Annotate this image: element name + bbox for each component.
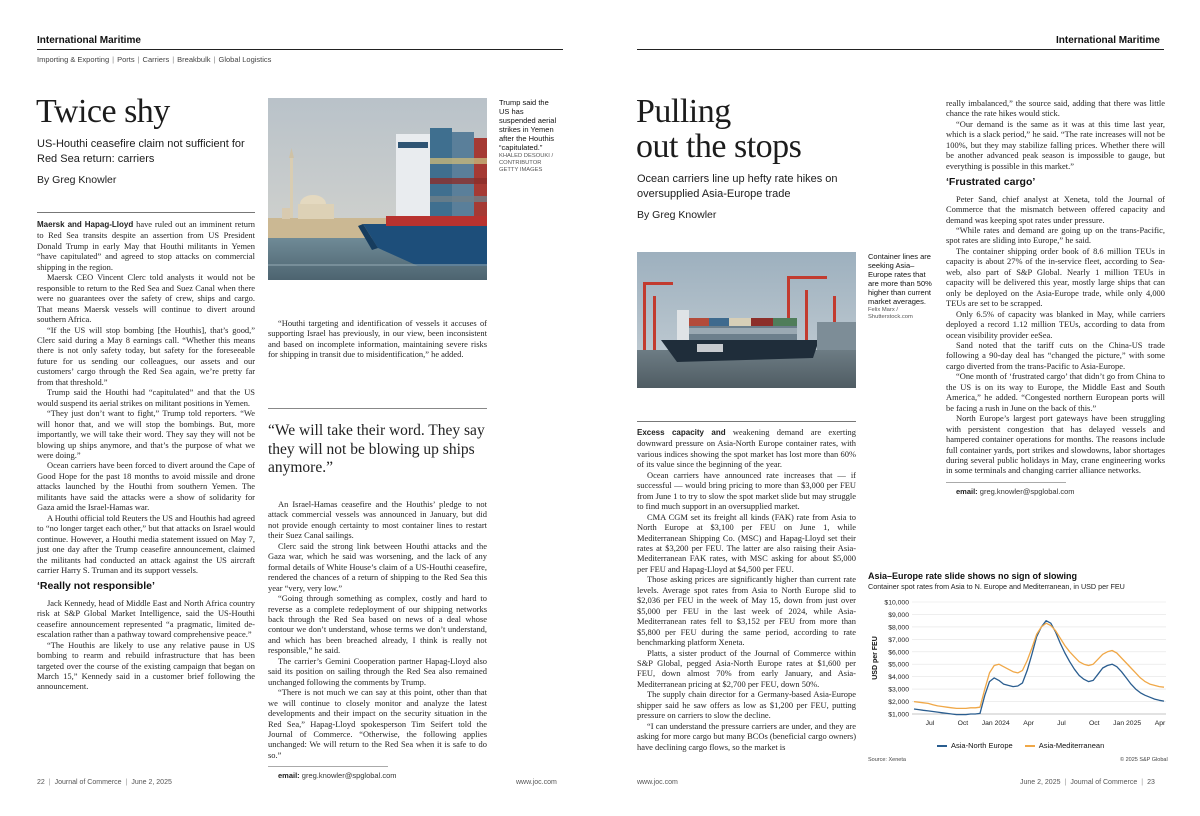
lead-text: have ruled out an imminent return to Red Sea transits despite an assertion from US President Donald Trump in early May that Houthi militants in Yemen “have capitulated” and agreed to stop attacks on commercial shipping in the region. bbox=[37, 219, 256, 272]
rate-line-chart bbox=[868, 594, 1168, 740]
lead-bold: Excess capacity and bbox=[637, 428, 726, 437]
issue-date: June 2, 2025 bbox=[131, 779, 172, 786]
article-deck: US-Houthi ceasefire claim not sufficient for Red Sea return: carriers bbox=[37, 138, 245, 165]
article-headline: Twice shy bbox=[36, 93, 170, 130]
paragraph: Jack Kennedy, head of Middle East and North Africa country risk at S&P Global Market Intelligence, said the US-Houthi ceasefire announcement represented “a pragmatic, limited de-escalation rather than a pathway toward comprehensive peace.” bbox=[37, 597, 255, 640]
nav-importing-exporting[interactable]: Importing & Exporting bbox=[37, 55, 110, 64]
y-tick-label: $4,000 bbox=[888, 674, 909, 682]
nav-breakbulk[interactable]: Breakbulk bbox=[177, 55, 211, 64]
series-line-mediterranean bbox=[914, 623, 1164, 708]
paragraph: Trump said the Houthi had “capitulated” and that the US would suspend its aerial strikes on militant positions in Yemen. bbox=[37, 387, 255, 408]
y-tick-label: $1,000 bbox=[888, 711, 909, 719]
paragraph: Only 6.5% of capacity was blanked in May, while carriers deployed a record 1.12 million TEUs, according to data from ocean visibility provider eeSea. bbox=[946, 308, 1165, 340]
article-column-2 bbox=[268, 499, 487, 782]
nav-carriers[interactable]: Carriers bbox=[142, 55, 170, 64]
email-label: email: bbox=[956, 486, 978, 496]
email-link[interactable]: greg.knowler@spglobal.com bbox=[301, 771, 397, 781]
article-photo bbox=[637, 252, 856, 388]
paragraph: “While rates and demand are going up on the trans-Pacific, spot rates are sliding into Europe,” he said. bbox=[946, 224, 1165, 246]
chart-copyright: © 2025 S&P Global bbox=[1120, 757, 1168, 763]
footer-url[interactable]: www.joc.com bbox=[516, 779, 557, 786]
page-number: 22 bbox=[37, 779, 45, 786]
y-tick-label: $2,000 bbox=[888, 699, 909, 707]
x-tick-label: Jul bbox=[1057, 720, 1066, 727]
pullquote: “We will take their word. They say they will not be blowing up ships anymore.” bbox=[268, 422, 485, 476]
legend-label: Asia-Mediterranean bbox=[1038, 741, 1105, 750]
article-column-1 bbox=[37, 219, 255, 692]
paragraph: An Israel-Hamas ceasefire and the Houthis’ pledge to not attack commercial vessels was announced in January, but did not provide enough certainty to most container lines to restart their Suez Canal sailings. bbox=[268, 499, 487, 541]
paragraph: Peter Sand, chief analyst at Xeneta, told the Journal of Commerce that the mismatch between offered capacity and demand was keeping spot rates under pressure. bbox=[946, 193, 1165, 225]
header-rule bbox=[37, 49, 563, 50]
x-tick-label: Jan 2025 bbox=[1113, 720, 1142, 727]
y-tick-label: $6,000 bbox=[888, 649, 909, 657]
author-email bbox=[946, 487, 1165, 497]
nav-global-logistics[interactable]: Global Logistics bbox=[218, 55, 272, 64]
paragraph: Maersk CEO Vincent Clerc told analysts it would not be responsible to return to the Red Sea and Suez Canal when there were no guarantees over the safety of crew, ships and cargo. That means Maersk vessels will continue to divert around southern Africa. bbox=[37, 272, 255, 325]
paragraph: “If the US will stop bombing [the Houthis], that’s good,” Clerc said during a May 8 earnings call. “Whether this means there is not only safety today, but safety for the foreseeable future for us sending our colleagues, our assets and our customers’ cargo through the Red Sea again, we’re pretty far from that threshold.” bbox=[37, 324, 255, 387]
x-tick-label: Oct bbox=[1088, 720, 1100, 727]
page-footer-right: June 2, 2025 | Journal of Commerce | 23 bbox=[1020, 779, 1155, 786]
paragraph: Clerc said the strong link between Houthi attacks and the Gaza war, which he said was worsening, and the lack of any formal details of White House’s claim of a US-Houthi ceasefire, rendered the chances of a return of shipping to the Red Sea this year “very, very low.” bbox=[268, 540, 487, 593]
headline-line-1: Pulling bbox=[636, 93, 731, 130]
paragraph: “Going through something as complex, costly and hard to reverse as a complete redeployment of our shipping networks back through the Red Sea based on news of a deal whose contour we don’t understand, whose terms we don’t understand, and which has been breached already, I think is really not responsible,” he said. bbox=[268, 593, 487, 656]
paragraph: “There is not much we can say at this point, other than that we will continue to closely monitor and analyze the latest developments and their impact on the security situation in the Red Sea,” Hapag-Lloyd spokesperson Tim Seifert told the Journal of Commerce. “Otherwise, the following applies unchanged: We will return to the Red Sea when it is safe to do so.” bbox=[268, 687, 487, 760]
article-column-2-top bbox=[268, 318, 487, 360]
photo-caption-text: Container lines are seeking Asia–Europe rates that are more than 50% higher than current market averages. bbox=[868, 252, 932, 306]
container-ship-suez-image bbox=[268, 98, 487, 280]
paragraph: “I can understand the pressure carriers are under, and they are asking for more cargo but many BCOs (beneficial cargo owners) have declining cargo flows, so the market is bbox=[637, 720, 856, 752]
paragraph: really imbalanced,” the source said, adding that there was little chance the rate hikes would stick. bbox=[946, 98, 1165, 119]
nav-ports[interactable]: Ports bbox=[117, 55, 135, 64]
series-line-north-europe bbox=[914, 621, 1164, 715]
pullquote-rule-top bbox=[268, 408, 487, 409]
paragraph: The supply chain director for a Germany-based Asia-Europe shipper said he saw offers as low as $1,200 per FEU, putting pressure on carriers to slow the decline. bbox=[637, 689, 856, 721]
paragraph: CMA CGM set its freight all kinds (FAK) rate from Asia to North Europe at $3,100 per FEU on June 1, while Mediterranean Shipping Co. (MSC) and Hapag-Lloyd set their rates at $3,200 per FEU. The latter are also raising their Asia-Mediterranean FAK rates, with MSC asking for about $5,000 per FEU and Hapag-Lloyd at $4,500 per FEU. bbox=[637, 511, 856, 574]
container-ship-port-image bbox=[637, 252, 856, 388]
article-column-1 bbox=[637, 427, 856, 752]
photo-credit: Felix Marx / Shutterstock.com bbox=[868, 307, 913, 320]
email-rule bbox=[946, 482, 1066, 483]
legend-label: Asia-North Europe bbox=[951, 741, 1013, 750]
y-axis-label: USD per FEU bbox=[872, 636, 879, 680]
x-tick-label: Oct bbox=[957, 720, 969, 727]
subhead: ‘Really not responsible’ bbox=[37, 580, 155, 593]
paragraph: Platts, a sister product of the Journal of Commerce within S&P Global, pegged Asia-North Europe rates at $1,600 per FEU, down almost 70% from early January, and Asia-Mediterranean pricing at $2,700 per FEU, down 50%. bbox=[637, 647, 856, 689]
publication-name: Journal of Commerce bbox=[1070, 779, 1138, 786]
right-page bbox=[600, 0, 1200, 816]
paragraph: “They just don’t want to fight,” Trump told reporters. “We will honor that, and we will stop the bombings. But, more importantly, we will take their word. They say they will not be blowing up ships anymore, and that’s the purpose of what we were doing.” bbox=[37, 408, 255, 460]
x-tick-label: Apr bbox=[1154, 720, 1166, 727]
paragraph: “One month of ‘frustrated cargo’ that didn’t go from China to the US is on its way to Europe, the Middle East and South America,” he added. “Congested northern European ports will be facing a rush in June on the back of this.” bbox=[946, 371, 1165, 413]
page-number: 23 bbox=[1147, 779, 1155, 786]
page-footer-left: 22 | Journal of Commerce | June 2, 2025 bbox=[37, 779, 172, 786]
chart-legend bbox=[937, 741, 1114, 750]
paragraph: “The Houthis are likely to use any relative pause in US bombing to rearm and rebuild infrastructure that has been targeted over the course of the existing campaign that began on March 15,” Kennedy said in a customer brief following the announcement. bbox=[37, 639, 255, 692]
article-byline: By Greg Knowler bbox=[637, 209, 717, 221]
publication-name: Journal of Commerce bbox=[54, 779, 122, 786]
lead-bold: Maersk and Hapag-Lloyd bbox=[37, 220, 134, 229]
paragraph: North Europe’s largest port gateways have been struggling with persistent congestion that has delayed vessels and hampered container operations for months. The reasons include full container yards, port strikes and slowdowns, labor shortages during several public holidays in May, crane engineering works in some terminals and changing carrier alliance networks. bbox=[946, 413, 1165, 476]
y-tick-label: $9,000 bbox=[888, 611, 909, 619]
article-byline: By Greg Knowler bbox=[37, 174, 117, 186]
x-tick-label: Apr bbox=[1023, 720, 1034, 727]
footer-url[interactable]: www.joc.com bbox=[637, 779, 678, 786]
y-tick-label: $3,000 bbox=[888, 686, 909, 694]
chart-subtitle: Container spot rates from Asia to N. Europe and Mediterranean, in USD per FEU bbox=[868, 582, 1125, 591]
article-headline bbox=[636, 95, 801, 164]
section-nav: Importing & Exporting | Ports | Carriers | Breakbulk | Global Logistics bbox=[37, 55, 272, 64]
paragraph: “Houthi targeting and identification of vessels it accuses of supporting Israel has previously, in our view, been inconsistent and based on incomplete information, maintaining severe risks for shipping in transit due to misidentification,” he added. bbox=[268, 318, 487, 360]
y-tick-label: $10,000 bbox=[884, 599, 909, 607]
paragraph: Ocean carriers have announced rate increases that — if successful — would bring pricing to more than $3,000 per FEU from June 1 to try to slow the spot market slide but may struggle to find much support in an oversupplied market. bbox=[637, 469, 856, 512]
x-tick-label: Jul bbox=[925, 720, 935, 727]
photo-caption bbox=[499, 98, 561, 174]
header-rule bbox=[637, 49, 1164, 50]
y-tick-label: $5,000 bbox=[888, 661, 909, 669]
x-tick-label: Jan 2024 bbox=[981, 720, 1010, 727]
paragraph: Sand noted that the tariff cuts on the China-US trade following a 90-day deal has “changed the picture,” with some cargo diverted from the trans-Pacific to Asia-Europe. bbox=[946, 339, 1165, 371]
lead-text: weakening demand are exerting downward pressure on Asia-North Europe container rates, with various indices showing the spot market has lost more than 60% of its value since the beginning of the year. bbox=[637, 427, 856, 470]
legend-item-mediterranean bbox=[1025, 741, 1104, 750]
legend-item-north-europe bbox=[937, 741, 1013, 750]
email-rule bbox=[268, 766, 388, 767]
y-tick-label: $8,000 bbox=[888, 624, 909, 632]
paragraph: Those asking prices are significantly higher than current rate levels. Average spot rates from Asia to North Europe slid to $2,036 per FEU in the week of May 15, down from just over $5,000 per FEU in the last week of 2024, while Asia-Mediterranean rates fell to $3,152 per FEU from more than $5,800 per FEU during the same period, according to rate benchmarking platform Xeneta. bbox=[637, 574, 856, 648]
photo-caption-text: Trump said the US has suspended aerial strikes in Yemen after the Houthis “capitulated.” bbox=[499, 98, 557, 152]
column-rule bbox=[637, 421, 856, 422]
article-column-2 bbox=[946, 98, 1165, 497]
byline-rule bbox=[37, 212, 255, 213]
chart-title: Asia–Europe rate slide shows no sign of slowing bbox=[868, 571, 1078, 581]
paragraph: Ocean carriers have been forced to divert around the Cape of Good Hope for the past 18 months to avoid missile and drone attacks launched by the Houthi from southern Yemen. The militants have said the attacks were a show of solidarity for Gaza amid the Israel-Hamas war. bbox=[37, 460, 255, 513]
subhead: ‘Frustrated cargo’ bbox=[946, 176, 1036, 189]
paragraph: The carrier’s Gemini Cooperation partner Hapag-Lloyd also said its position on sailing through the Red Sea also remained unchanged following the comments by Trump. bbox=[268, 655, 487, 687]
photo-credit: KHALED DESOUKI / CONTRIBUTOR GETTY IMAGES bbox=[499, 153, 554, 173]
author-email bbox=[268, 771, 487, 781]
article-photo bbox=[268, 98, 487, 280]
email-label: email: bbox=[278, 771, 300, 781]
headline-line-2: out the stops bbox=[636, 127, 802, 165]
chart-source: Source: Xeneta bbox=[868, 757, 906, 763]
email-link[interactable]: greg.knowler@spglobal.com bbox=[979, 486, 1075, 496]
photo-caption bbox=[868, 252, 932, 321]
section-header: International Maritime bbox=[37, 35, 141, 46]
paragraph: The container shipping order book of 8.6 million TEUs in capacity is about 27% of the in-service fleet, according to Sea-web, also part of S&P Global. Nearly 1 million TEUs in capacity will be delivered this year, mostly large ships that can only be deployed on the Asia-Europe trade, while only 4,000 TEUs are set to be scrapped. bbox=[946, 245, 1165, 309]
article-deck: Ocean carriers line up hefty rate hikes on oversupplied Asia-Europe trade bbox=[637, 173, 838, 200]
section-header: International Maritime bbox=[1056, 35, 1160, 46]
issue-date: June 2, 2025 bbox=[1020, 779, 1061, 786]
paragraph: “Our demand is the same as it was at this time last year, which is a slack period,” he said. “The rate increases will not be 100%, but they may stabilize falling prices. Whether there will be another advanced peak season is impossible to gauge, but everything is possible in this market.” bbox=[946, 118, 1165, 171]
y-tick-label: $7,000 bbox=[888, 636, 909, 644]
paragraph: A Houthi official told Reuters the US and Houthis had agreed to “no longer target each other,” but that attacks on Israel would continue. However, a Houthi media statement issued on May 7, just one day after the Trump ceasefire announcement, claimed the militants had conducted an attack against the US aircraft carrier Harry S. Truman and its support vessels. bbox=[37, 512, 255, 575]
